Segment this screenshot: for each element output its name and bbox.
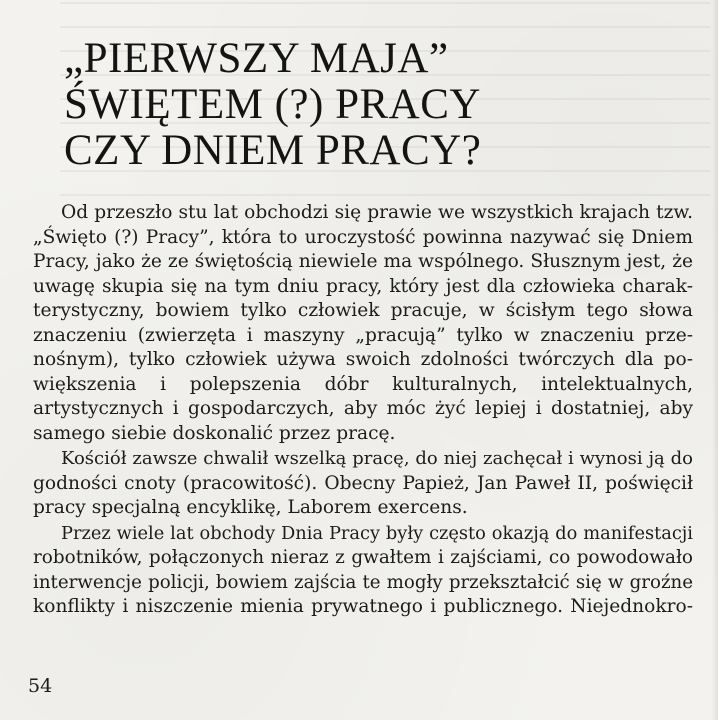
text-line: znaczeniu (zwierzęta i maszyny „pracują” tylko w znaczeniu prze-	[33, 324, 693, 346]
text-line: robotników, połączonych nieraz z gwałtem i zajściami, co powodowało	[33, 547, 693, 568]
page-number: 54	[28, 675, 53, 697]
text-line: samego siebie doskonalić przez pracę.	[33, 422, 396, 444]
text-line: uwagę skupia się na tym dniu pracy, który jest dla człowieka charak-	[33, 275, 693, 297]
text-line: konflikty i niszczenie mienia prywatnego i publicznego. Niejednokro-	[33, 596, 693, 617]
chapter-title-line: ŚWIĘTEM (?) PRACY	[64, 81, 481, 128]
text-line: artystycznych i gospodarczych, aby móc żyć lepiej i dostatniej, aby	[33, 398, 693, 419]
text-line: nośnym), tylko człowiek używa swoich zdolności twórczych dla po-	[33, 349, 693, 370]
paragraph	[33, 522, 693, 620]
text-line: interwencje policji, bowiem zajścia te mogły przekształcić się w groźne	[33, 571, 693, 593]
text-line: większenia i polepszenia dóbr kulturalnych, intelektualnych,	[33, 373, 693, 395]
text-line: Kościół zawsze chwalił wszelką pracę, do niej zachęcał i wynosi ją do	[61, 448, 693, 469]
text-line: Od przeszło stu lat obchodzi się prawie we wszystkich krajach tzw.	[61, 202, 693, 223]
text-line: Przez wiele lat obchody Dnia Pracy były często okazją do manifestacji	[61, 522, 693, 544]
text-line: pracy specjalną encyklikę, Laborem exercens.	[33, 497, 468, 518]
paragraph	[33, 201, 693, 446]
text-line: „Święto (?) Pracy”, która to uroczystość powinna nazywać się Dniem	[33, 226, 693, 248]
page-edge-shadow	[712, 0, 718, 720]
body-text	[33, 201, 693, 620]
text-line: Pracy, jako że ze świętością niewiele ma wspólnego. Słusznym jest, że	[33, 251, 693, 272]
chapter-title-line: „PIERWSZY MAJA”	[64, 35, 449, 82]
chapter-title	[64, 36, 664, 174]
paragraph	[33, 447, 693, 521]
text-line: godności cnoty (pracowitość). Obecny Papież, Jan Paweł II, poświęcił	[33, 472, 693, 494]
chapter-title-line: CZY DNIEM PRACY?	[64, 127, 482, 174]
text-line: terystyczny, bowiem tylko człowiek pracuje, w ścisłym tego słowa	[33, 300, 693, 321]
